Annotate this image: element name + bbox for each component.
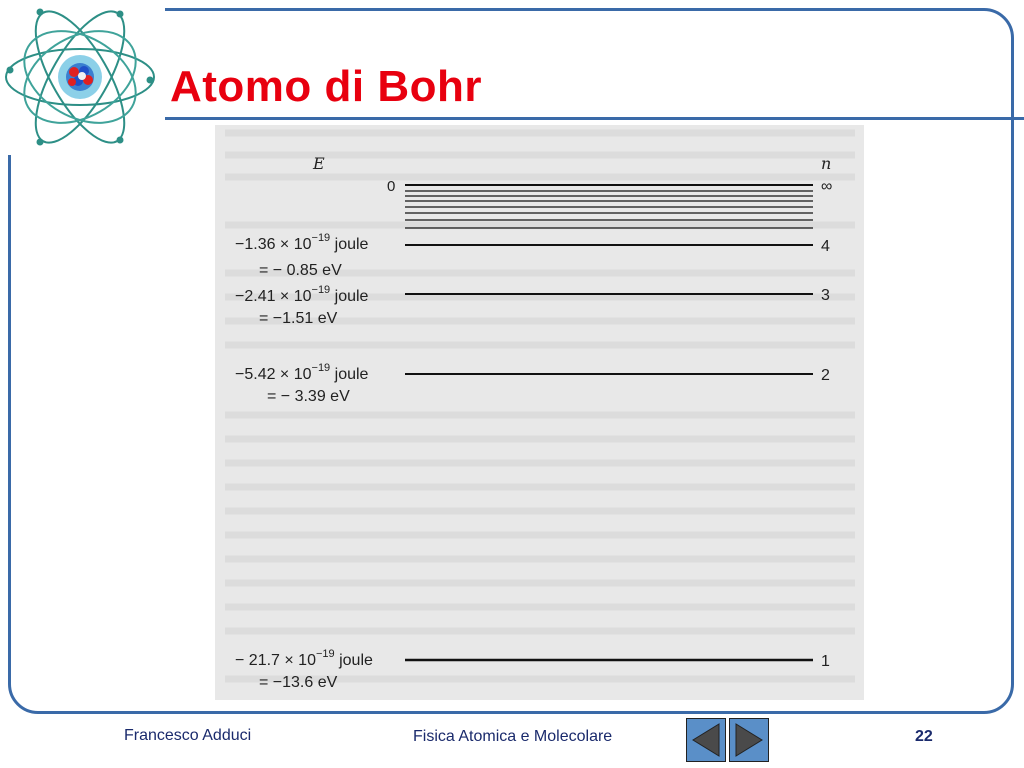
level-2-value: −5.42 × 10 (235, 366, 312, 383)
level-3-value: −2.41 × 10 (235, 288, 312, 305)
level-1-joule (235, 648, 373, 669)
level-2-ev: = − 3.39 eV (267, 388, 350, 405)
level-2-joule (235, 362, 369, 383)
level-inf-n: ∞ (821, 178, 833, 195)
footer-course: Fisica Atomica e Molecolare (413, 728, 613, 745)
triangle-right-icon (730, 719, 768, 761)
level-inf-energy: 0 (387, 178, 396, 195)
level-4-exp: −19 (311, 232, 331, 244)
energy-axis-label: E (313, 154, 325, 173)
level-1-exp: −19 (315, 648, 335, 660)
previous-slide-button[interactable] (686, 718, 726, 762)
level-1-unit: joule (334, 652, 373, 669)
level-4-n: 4 (821, 238, 830, 255)
level-3-joule (235, 284, 369, 305)
level-3-unit: joule (330, 288, 369, 305)
energy-level-svg (215, 125, 864, 700)
level-2-unit: joule (330, 366, 369, 383)
level-1-value: − 21.7 × 10 (235, 652, 316, 669)
level-4-unit: joule (330, 236, 369, 253)
energy-level-diagram (215, 125, 864, 700)
level-1-ev: = −13.6 eV (259, 674, 338, 691)
triangle-left-icon (687, 719, 725, 761)
level-2-n: 2 (821, 367, 830, 384)
page-number: 22 (915, 728, 933, 745)
level-4-value: −1.36 × 10 (235, 236, 312, 253)
footer-author: Francesco Adduci (124, 727, 252, 744)
quantum-axis-label: n (821, 154, 832, 173)
slide-title: Atomo di Bohr (170, 62, 483, 111)
atom-logo-icon (0, 0, 165, 155)
level-3-exp: −19 (311, 284, 331, 296)
next-slide-button[interactable] (729, 718, 769, 762)
level-4-ev: = − 0.85 eV (259, 262, 342, 279)
level-3-ev: = −1.51 eV (259, 310, 338, 327)
title-underline (165, 117, 1024, 120)
level-2-exp: −19 (311, 362, 331, 374)
level-1-n: 1 (821, 653, 830, 670)
level-3-n: 3 (821, 287, 830, 304)
level-4-joule (235, 232, 369, 253)
